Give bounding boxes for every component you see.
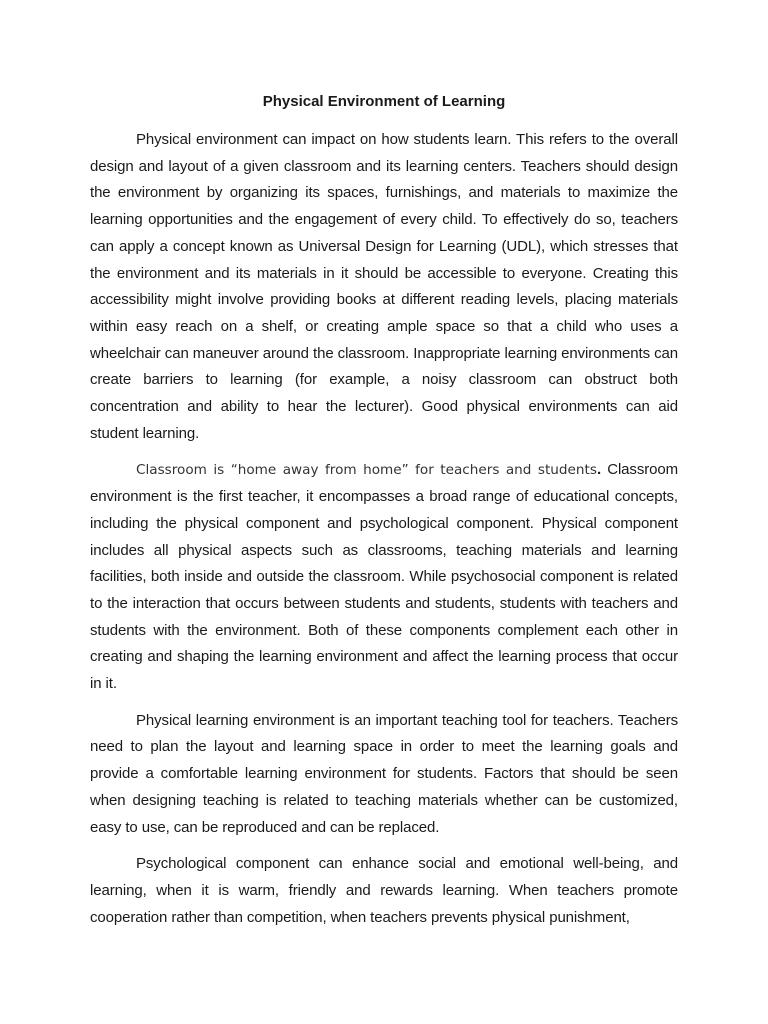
classroom-body-text: Classroom environment is the first teacher, it encompasses a broad range of educational concepts, including the physical component and psychological component. Physical component includes all physical aspects such as classrooms, teaching materials and learning facilities, both inside and outside the classroom. While psychosocial component is related to the interaction that occurs between students and students, students with teachers and students with the environment. Both of these components complement each other in creating and shaping the learning environment and affect the learning process that occur in it. (90, 461, 678, 693)
classroom-lead-period: . (596, 461, 602, 479)
document-page (90, 92, 678, 941)
classroom-lead-text: Classroom is “home away from home” for teachers and students (136, 462, 597, 479)
paragraph-physical-environment: Physical environment can impact on how students learn. This refers to the overall design and layout of a given classroom and its learning centers. Teachers should design the environment by organizing its spaces, furnishings, and materials to maximize the learning opportunities and the engagement of every child. To effectively do so, teachers can apply a concept known as Universal Design for Learning (UDL), which stresses that the environment and its materials in it should be accessible to everyone. Creating this accessibility might involve providing books at different reading levels, placing materials within easy reach on a shelf, or creating ample space so that a child who uses a wheelchair can maneuver around the classroom. Inappropriate learning environments can create barriers to learning (for example, a noisy classroom can obstruct both concentration and ability to hear the lecturer). Good physical environments can aid student learning. (90, 131, 678, 442)
paragraph-learning-tool: Physical learning environment is an important teaching tool for teachers. Teachers need to plan the layout and learning space in order to meet the learning goals and provide a comfortable learning environment for students. Factors that should be seen when designing teaching is related to teaching materials whether can be customized, easy to use, can be reproduced and can be replaced. (90, 711, 678, 836)
document-title: Physical Environment of Learning (262, 93, 506, 110)
paragraph-psychological: Psychological component can enhance social and emotional well-being, and learning, when it is warm, friendly and rewards learning. When teachers promote cooperation rather than competition, when teachers prevents physical punishment, (90, 855, 678, 926)
paragraph-classroom (90, 457, 678, 697)
